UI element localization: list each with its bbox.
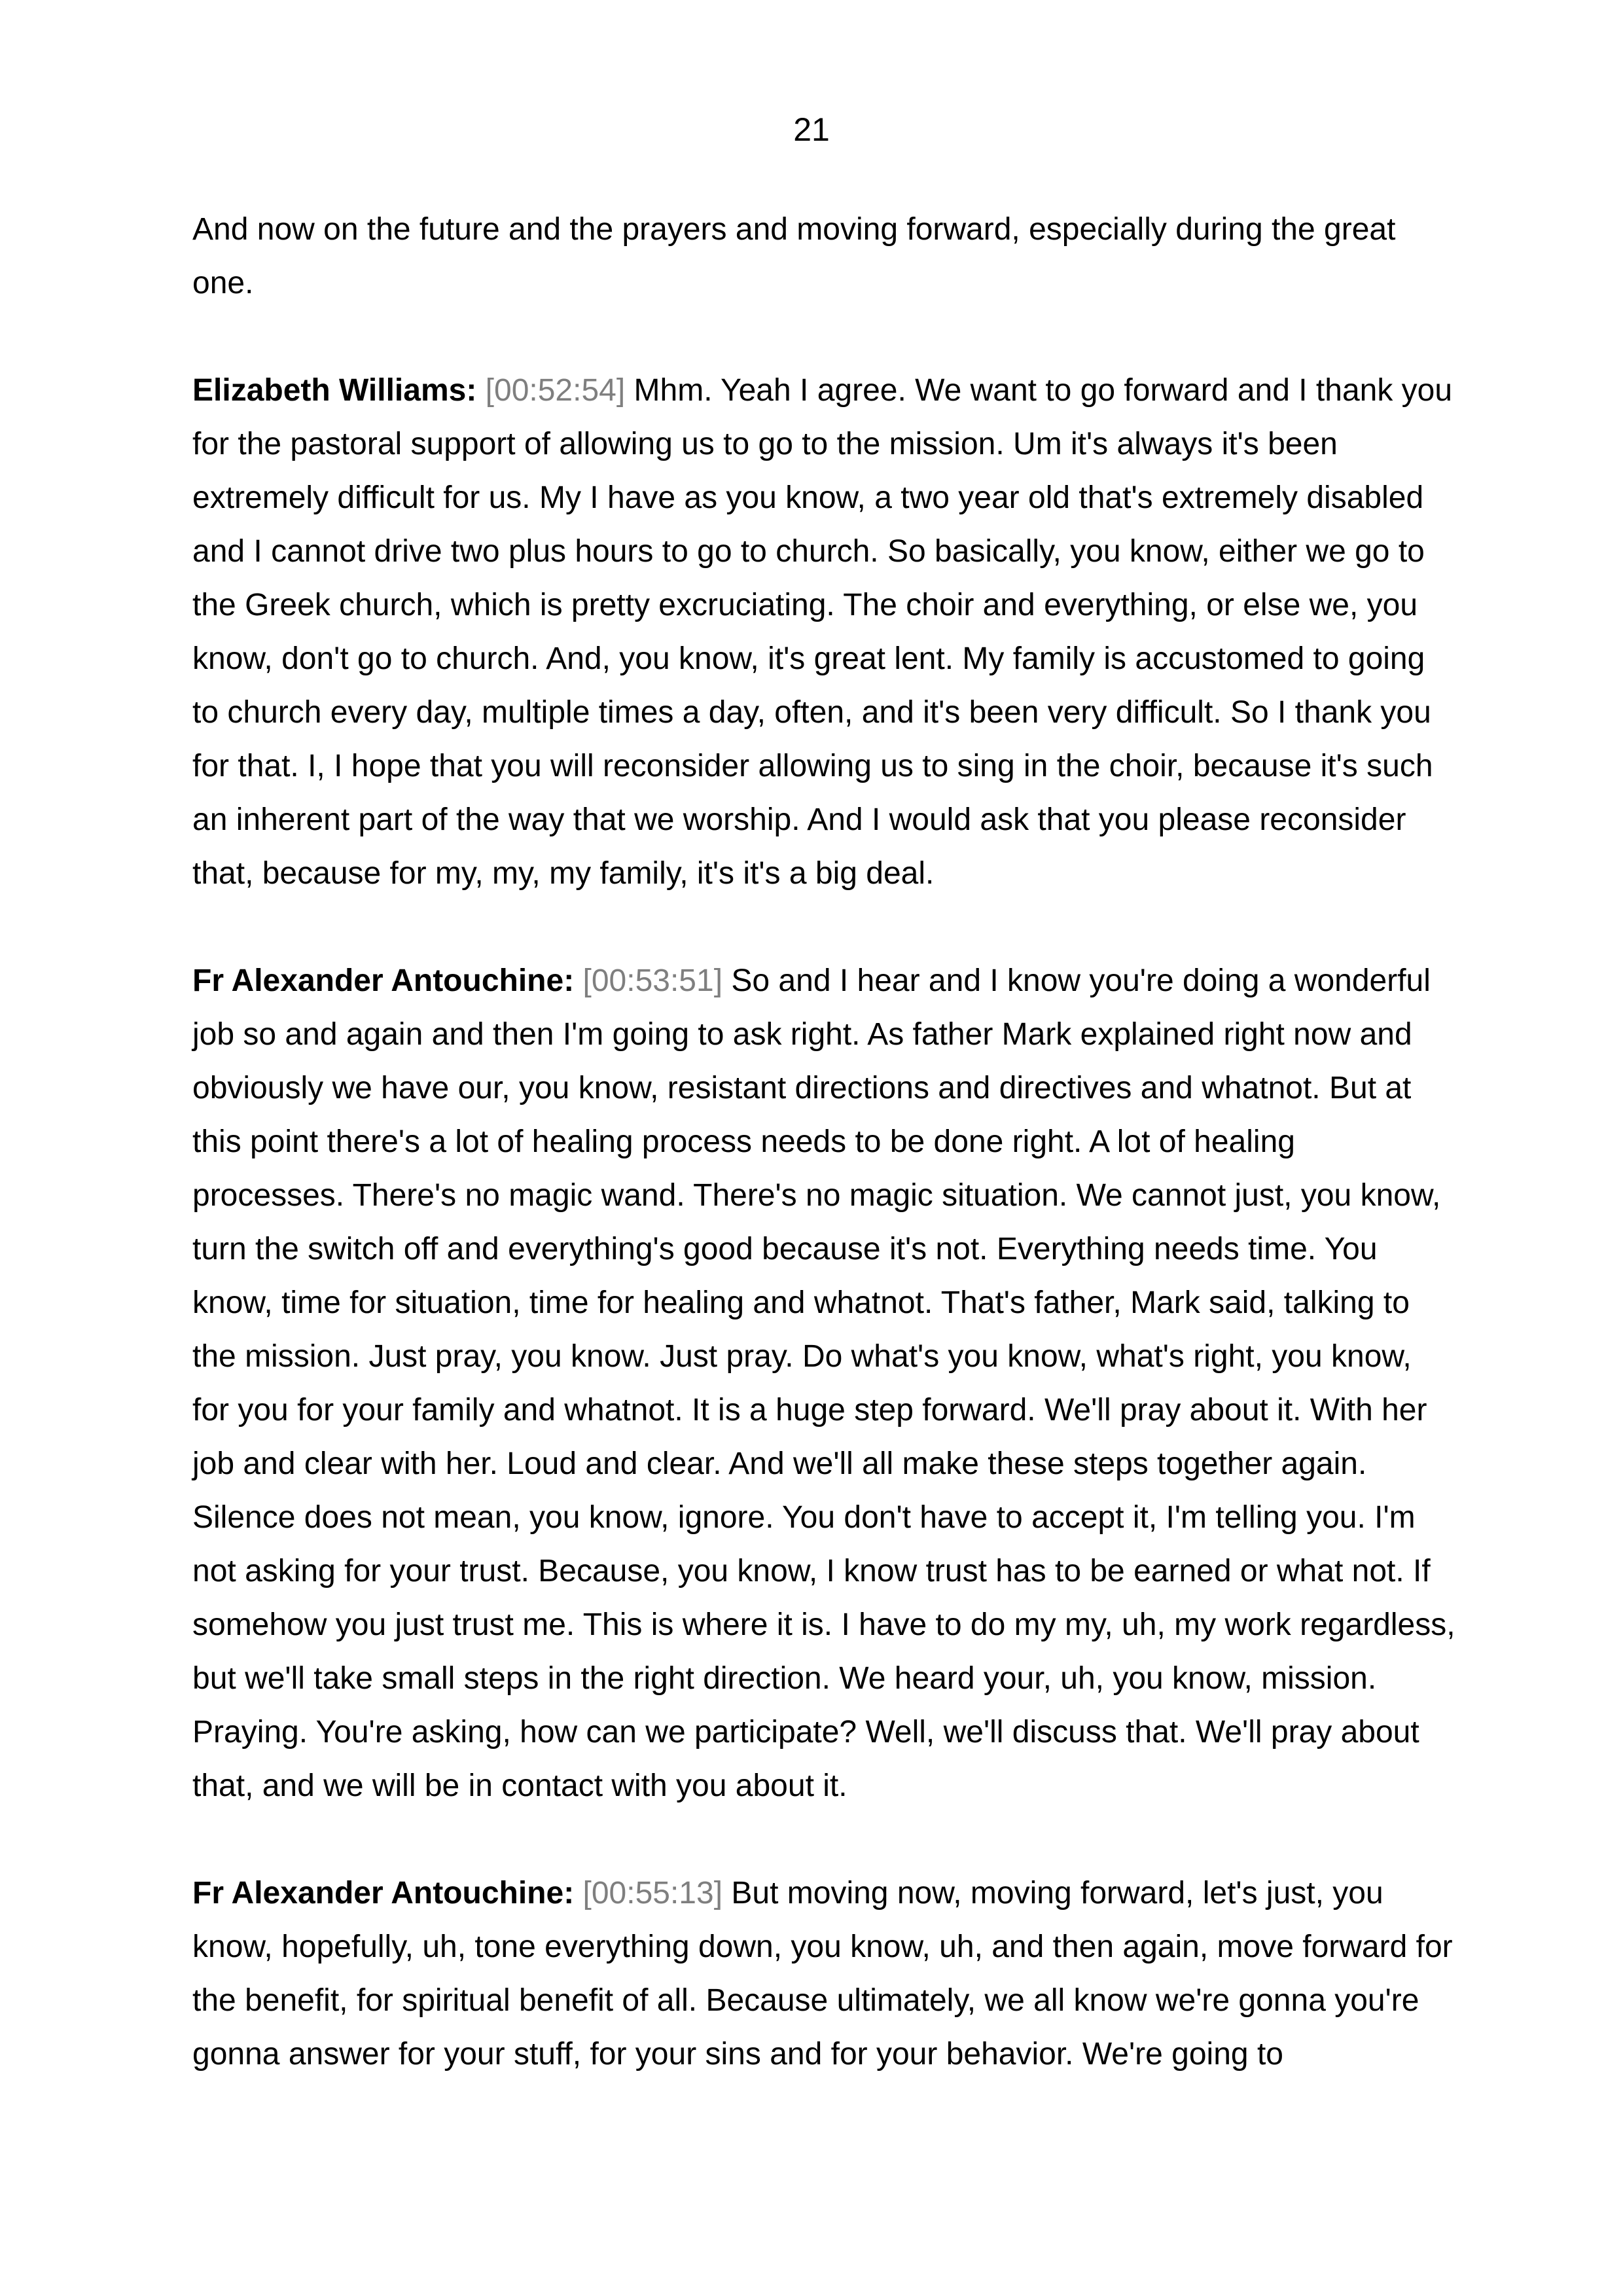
transcript-paragraph [192, 1867, 1455, 2081]
speaker-name: Fr Alexander Antouchine: [192, 1876, 575, 1910]
timestamp: [00:53:51] [582, 963, 723, 998]
paragraph-text: And now on the future and the prayers and moving forward, especially during the great one. [192, 212, 1396, 300]
speaker-name: Fr Alexander Antouchine: [192, 963, 575, 998]
transcript-paragraph [192, 203, 1455, 310]
timestamp: [00:55:13] [582, 1876, 723, 1910]
timestamp: [00:52:54] [485, 373, 626, 408]
paragraph-text: But moving now, moving forward, let's just, you know, hopefully, uh, tone everything down, you know, uh, and then again, move forward for the benefit, for spiritual benefit of all. Because ultimately, we all know we're gonna you're gonna answer for your stuff, for your sins and for your behavior. We're going to [192, 1876, 1453, 2072]
paragraph-text: So and I hear and I know you're doing a wonderful job so and again and then I'm going to ask right. As father Mark explained right now and obviously we have our, you know, resistant directions and directives and whatnot. But at this point there's a lot of healing process needs to be done right. A lot of healing processes. There's no magic wand. There's no magic situation. We cannot just, you know, turn the switch off and everything's good because it's not. Everything needs time. You know, time for situation, time for healing and whatnot. That's father, Mark said, talking to the mission. Just pray, you know. Just pray. Do what's you know, what's right, you know, for you for your family and whatnot. It is a huge step forward. We'll pray about it. With her job and clear with her. Loud and clear. And we'll all make these steps together again. Silence does not mean, you know, ignore. You don't have to accept it, I'm telling you. I'm not asking for your trust. Because, you know, I know trust has to be earned or what not. If somehow you just trust me. This is where it is. I have to do my my, uh, my work regardless, but we'll take small steps in the right direction. We heard your, uh, you know, mission. Praying. You're asking, how can we participate? Well, we'll discuss that. We'll pray about that, and we will be in contact with you about it. [192, 963, 1455, 1803]
paragraph-text: Mhm. Yeah I agree. We want to go forward and I thank you for the pastoral support of allowing us to go to the mission. Um it's always it's been extremely difficult for us. My I have as you know, a two year old that's extremely disabled and I cannot drive two plus hours to go to church. So basically, you know, either we go to the Greek church, which is pretty excruciating. The choir and everything, or else we, you know, don't go to church. And, you know, it's great lent. My family is accustomed to going to church every day, multiple times a day, often, and it's been very difficult. So I thank you for that. I, I hope that you will reconsider allowing us to sing in the choir, because it's such an inherent part of the way that we worship. And I would ask that you please reconsider that, because for my, my, my family, it's it's a big deal. [192, 373, 1453, 891]
transcript-paragraph [192, 364, 1455, 901]
transcript-paragraph [192, 954, 1455, 1813]
page-number: 21 [793, 111, 830, 148]
speaker-name: Elizabeth Williams: [192, 373, 477, 408]
transcript-body [192, 203, 1455, 2135]
